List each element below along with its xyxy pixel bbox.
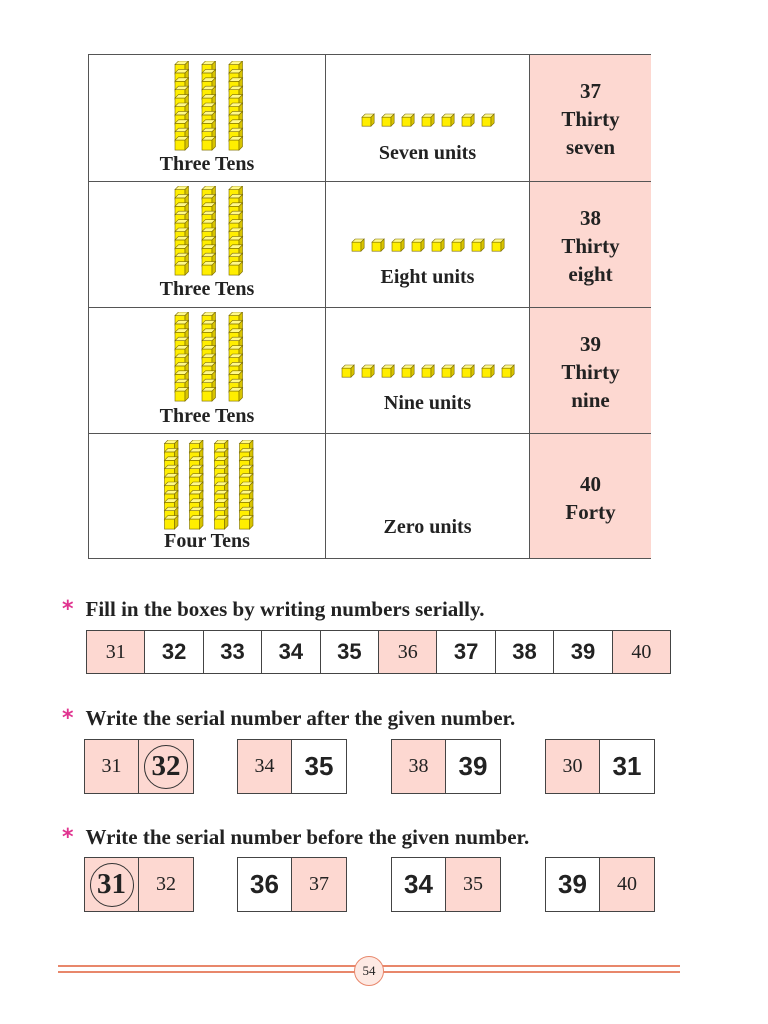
circled-answer: 32 bbox=[144, 745, 188, 789]
unit-cubes-icon bbox=[326, 238, 529, 252]
before-number-pair bbox=[545, 857, 655, 912]
tens-rods-icon bbox=[89, 186, 325, 276]
ten-rod-icon bbox=[229, 186, 243, 275]
number-box[interactable]: 32 bbox=[145, 631, 203, 673]
unit-cube-icon bbox=[452, 239, 464, 251]
ten-rod-icon bbox=[202, 186, 216, 275]
tens-label: Three Tens bbox=[159, 278, 255, 300]
given-number: 35 bbox=[446, 858, 500, 911]
after-number-pair bbox=[84, 739, 194, 794]
unit-cube-icon bbox=[392, 239, 404, 251]
tens-label: Three Tens bbox=[159, 405, 255, 427]
number-box[interactable]: 31 bbox=[87, 631, 145, 673]
number-box[interactable]: 37 bbox=[437, 631, 495, 673]
number-cell bbox=[530, 434, 651, 558]
answer-box[interactable]: 36 bbox=[238, 858, 292, 911]
units-label: Eight units bbox=[380, 266, 475, 288]
tens-cell bbox=[89, 182, 326, 307]
number-box[interactable]: 33 bbox=[204, 631, 262, 673]
unit-cube-icon bbox=[442, 114, 454, 126]
exercise-1-instruction bbox=[62, 597, 485, 622]
unit-cube-icon bbox=[432, 239, 444, 251]
page-number: 54 bbox=[354, 956, 384, 986]
given-number: 34 bbox=[238, 740, 292, 793]
unit-cube-icon bbox=[492, 239, 504, 251]
unit-cube-icon bbox=[342, 365, 354, 377]
given-number: 38 bbox=[392, 740, 446, 793]
tens-cell bbox=[89, 308, 326, 433]
answer-box[interactable]: 31 bbox=[612, 751, 642, 781]
unit-cube-icon bbox=[482, 365, 494, 377]
star-icon: * bbox=[62, 597, 74, 622]
unit-cube-icon bbox=[472, 239, 484, 251]
answer-box[interactable] bbox=[139, 740, 193, 793]
table-row bbox=[89, 55, 650, 182]
tens-rods-icon bbox=[89, 61, 325, 151]
number-word-1: Thirty bbox=[561, 107, 620, 131]
place-value-table bbox=[88, 54, 651, 559]
unit-cube-icon bbox=[402, 114, 414, 126]
unit-cube-icon bbox=[362, 365, 374, 377]
ten-rod-icon bbox=[165, 440, 179, 529]
unit-cube-icon bbox=[382, 114, 394, 126]
given-number: 31 bbox=[85, 740, 139, 793]
number-digits: 38 bbox=[580, 206, 601, 230]
before-number-pair bbox=[84, 857, 194, 912]
number-word-2: nine bbox=[571, 388, 610, 412]
units-cell bbox=[326, 182, 530, 307]
before-number-pair bbox=[237, 857, 347, 912]
ten-rod-icon bbox=[229, 61, 243, 150]
units-label: Nine units bbox=[383, 392, 472, 414]
ten-rod-icon bbox=[175, 186, 189, 275]
ten-rod-icon bbox=[215, 440, 229, 529]
ten-rod-icon bbox=[202, 312, 216, 401]
number-word-1: Thirty bbox=[561, 234, 620, 258]
number-cell bbox=[530, 182, 651, 307]
tens-label: Three Tens bbox=[159, 153, 255, 175]
unit-cube-icon bbox=[422, 114, 434, 126]
number-digits: 37 bbox=[580, 79, 601, 103]
instruction-text: Fill in the boxes by writing numbers serially. bbox=[85, 597, 485, 621]
exercise-2-instruction bbox=[62, 706, 515, 731]
unit-cube-icon bbox=[352, 239, 364, 251]
units-cell bbox=[326, 308, 530, 433]
before-number-pair bbox=[391, 857, 501, 912]
unit-cube-icon bbox=[442, 365, 454, 377]
number-box[interactable]: 34 bbox=[262, 631, 320, 673]
number-box[interactable]: 38 bbox=[496, 631, 554, 673]
after-number-pair bbox=[545, 739, 655, 794]
given-number: 37 bbox=[292, 858, 346, 911]
units-cell bbox=[326, 55, 530, 181]
circled-answer: 31 bbox=[90, 863, 134, 907]
unit-cube-icon bbox=[362, 114, 374, 126]
table-row bbox=[89, 182, 650, 308]
instruction-text: Write the serial number before the given number. bbox=[85, 825, 530, 849]
ten-rod-icon bbox=[202, 61, 216, 150]
number-box[interactable]: 35 bbox=[321, 631, 379, 673]
number-name bbox=[530, 470, 651, 526]
unit-cube-icon bbox=[502, 365, 514, 377]
number-box[interactable]: 36 bbox=[379, 631, 437, 673]
ten-rod-icon bbox=[175, 312, 189, 401]
table-row bbox=[89, 434, 650, 558]
number-name bbox=[530, 330, 651, 414]
unit-cube-icon bbox=[412, 239, 424, 251]
star-icon: * bbox=[62, 706, 74, 731]
units-label: Seven units bbox=[378, 142, 477, 164]
instruction-text: Write the serial number after the given number. bbox=[85, 706, 516, 730]
ten-rod-icon bbox=[229, 312, 243, 401]
number-word-1: Thirty bbox=[561, 360, 620, 384]
unit-cube-icon bbox=[482, 114, 494, 126]
unit-cube-icon bbox=[462, 114, 474, 126]
units-cell bbox=[326, 434, 530, 558]
answer-box[interactable] bbox=[85, 858, 139, 911]
number-name bbox=[530, 77, 651, 161]
given-number: 40 bbox=[600, 858, 654, 911]
unit-cube-icon bbox=[462, 365, 474, 377]
number-cell bbox=[530, 308, 651, 433]
after-number-pair bbox=[391, 739, 501, 794]
unit-cube-icon bbox=[422, 365, 434, 377]
unit-cube-icon bbox=[382, 365, 394, 377]
ten-rod-icon bbox=[240, 440, 254, 529]
table-row bbox=[89, 308, 650, 434]
tens-rods-icon bbox=[89, 440, 325, 530]
unit-cube-icon bbox=[372, 239, 384, 251]
tens-rods-icon bbox=[89, 312, 325, 402]
number-digits: 40 bbox=[580, 472, 601, 496]
answer-box[interactable]: 39 bbox=[458, 751, 488, 781]
answer-box[interactable]: 39 bbox=[546, 858, 600, 911]
number-word-2: eight bbox=[568, 262, 613, 286]
number-box[interactable]: 40 bbox=[613, 631, 670, 673]
given-number: 32 bbox=[139, 858, 193, 911]
after-number-pair bbox=[237, 739, 347, 794]
units-label: Zero units bbox=[383, 516, 472, 538]
unit-cube-icon bbox=[402, 365, 414, 377]
number-name bbox=[530, 204, 651, 288]
ten-rod-icon bbox=[175, 61, 189, 150]
answer-box[interactable]: 34 bbox=[392, 858, 446, 911]
unit-cubes-icon bbox=[326, 364, 529, 378]
tens-cell bbox=[89, 434, 326, 558]
number-word-2: seven bbox=[566, 135, 615, 159]
ten-rod-icon bbox=[190, 440, 204, 529]
unit-cubes-icon bbox=[326, 113, 529, 127]
given-number: 30 bbox=[546, 740, 600, 793]
number-digits: 39 bbox=[580, 332, 601, 356]
number-box[interactable]: 39 bbox=[554, 631, 612, 673]
number-word-1: Forty bbox=[565, 500, 616, 524]
tens-label: Four Tens bbox=[164, 530, 250, 552]
tens-cell bbox=[89, 55, 326, 181]
exercise-3-instruction bbox=[62, 825, 529, 850]
serial-number-strip bbox=[86, 630, 671, 674]
star-icon: * bbox=[62, 825, 74, 850]
answer-box[interactable]: 35 bbox=[304, 751, 334, 781]
number-cell bbox=[530, 55, 651, 181]
